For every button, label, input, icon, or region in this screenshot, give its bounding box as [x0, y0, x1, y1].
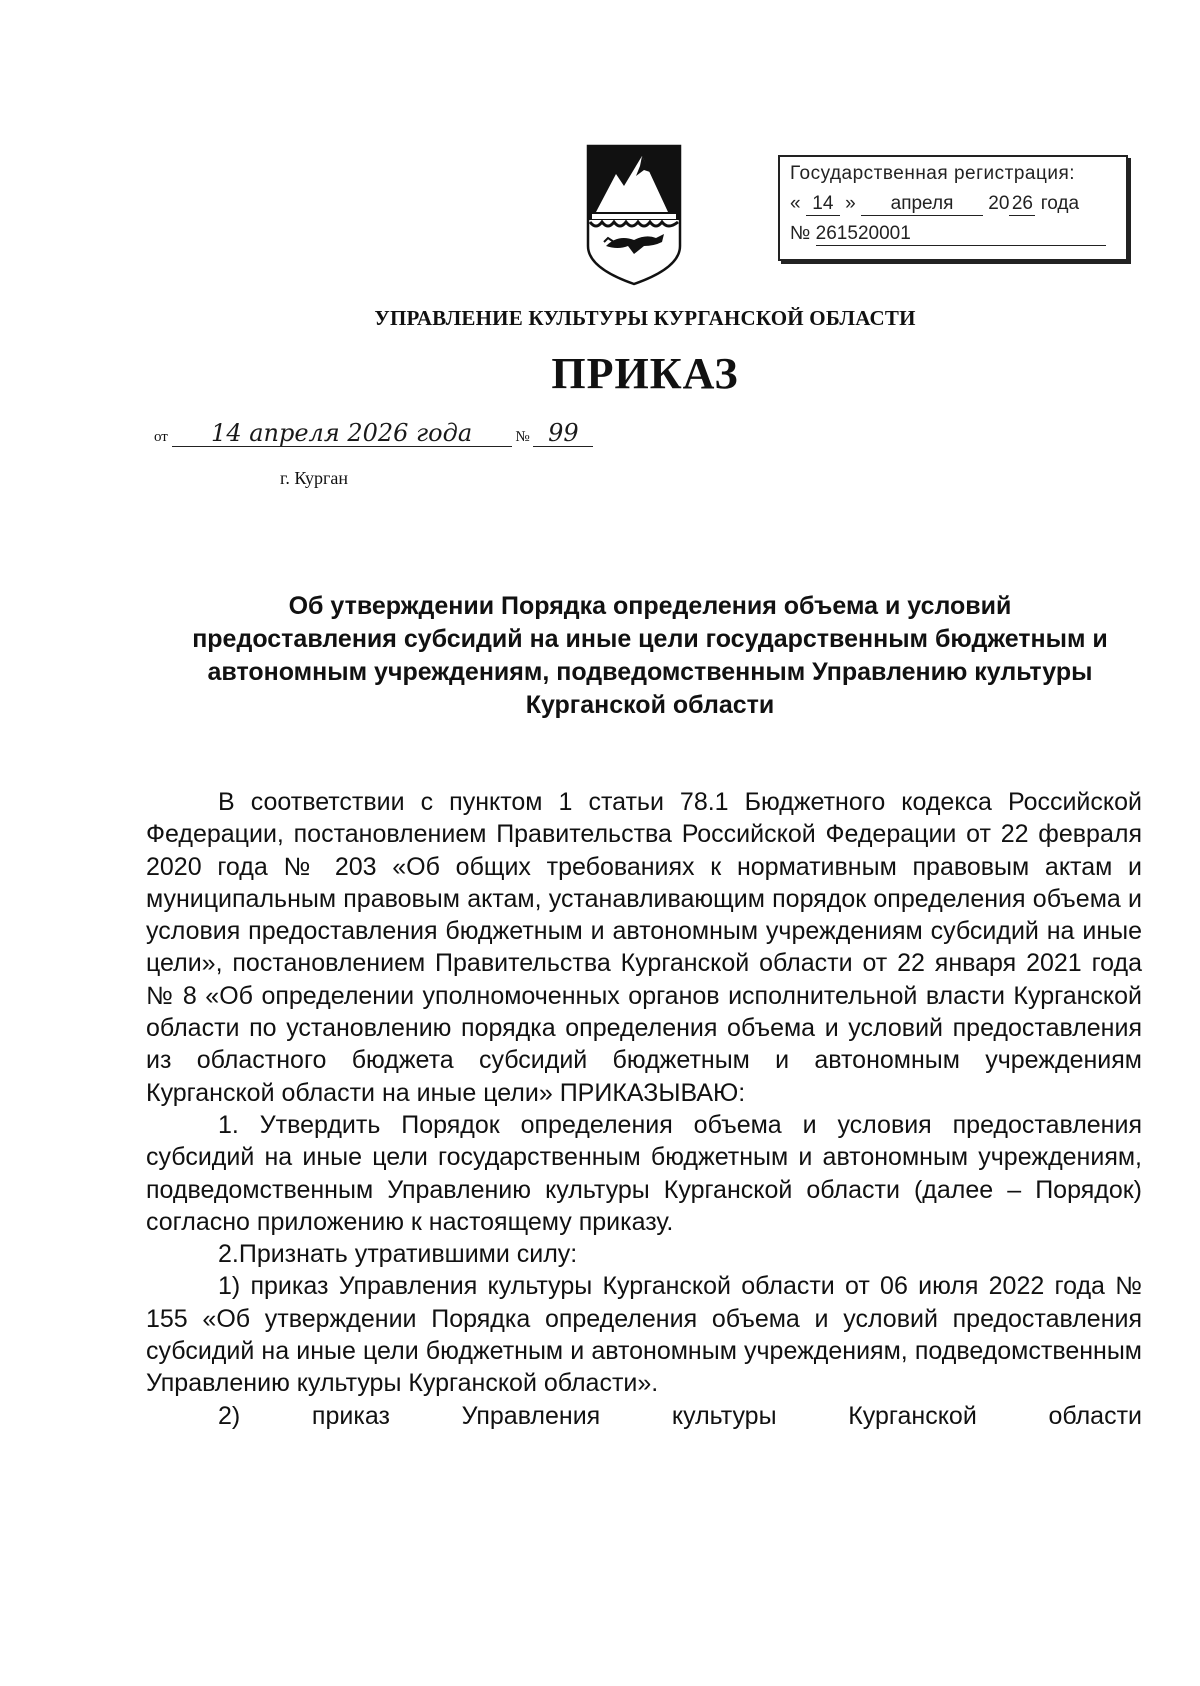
registration-stamp [778, 155, 1128, 261]
order-date-line: от 14 апреля 2026 года № 99 [154, 420, 593, 447]
item-2-paragraph: 2.Признать утратившими силу: [218, 1240, 578, 1269]
document-body [146, 786, 1142, 1432]
registration-date: « 14 » апреля 20 26 года [790, 193, 1080, 214]
document-type: ПРИКАЗ [551, 349, 739, 398]
order-date: 14 апреля 2026 года [172, 420, 512, 447]
document-title: Об утверждении Порядка определения объема и условий предоставления субсидий на иные цели государственным бюджетным и автономным учреждениям, подведомственным Управлению культуры Курганской области [192, 592, 1108, 719]
item-2-2-paragraph: 2) приказ Управления культуры Курганской области [218, 1401, 1142, 1430]
coat-of-arms-icon [584, 142, 684, 288]
registration-number: № 261520001 [790, 223, 1106, 246]
city: г. Курган [280, 468, 349, 488]
registration-month: апреля [861, 193, 983, 216]
item-1-paragraph: 1. Утвердить Порядок определения объема и условия предоставления субсидий на иные цели государственным бюджетным и автономным учреждениям, подведомственным Управлению культуры Курганской области (далее – Порядок) согласно приложению к настоящему приказу. [146, 1110, 1142, 1236]
registration-label: Государственная регистрация: [790, 163, 1076, 184]
organization-name: УПРАВЛЕНИЕ КУЛЬТУРЫ КУРГАНСКОЙ ОБЛАСТИ [374, 306, 916, 330]
order-number: 99 [533, 420, 593, 447]
registration-year: 26 [1009, 193, 1035, 216]
item-2-1-paragraph: 1) приказ Управления культуры Курганской области от 06 июля 2022 года № 155 «Об утверждении Порядка определения объема и условий предоставления субсидий на иные цели бюджетным и автономным учреждениям, подведомственным Управлению культуры Курганской области». [146, 1272, 1142, 1398]
preamble-paragraph: В соответствии с пунктом 1 статьи 78.1 Бюджетного кодекса Российской Федерации, постановлением Правительства Российской Федерации от 22 февраля 2020 года № 203 «Об общих требованиях к нормативным правовым актам и муниципальным правовым актам, устанавливающим порядок определения объема и условия предоставления бюджетным и автономным учреждениям субсидий на иные цели», постановлением Правительства Курганской области от 22 января 2021 года № 8 «Об определении уполномоченных органов исполнительной власти Курганской области по установлению порядка определения объема и условий предоставления из областного бюджета субсидий бюджетным и автономным учреждениям Курганской области на иные цели» ПРИКАЗЫВАЮ: [146, 788, 1142, 1107]
registration-day: 14 [806, 193, 840, 216]
